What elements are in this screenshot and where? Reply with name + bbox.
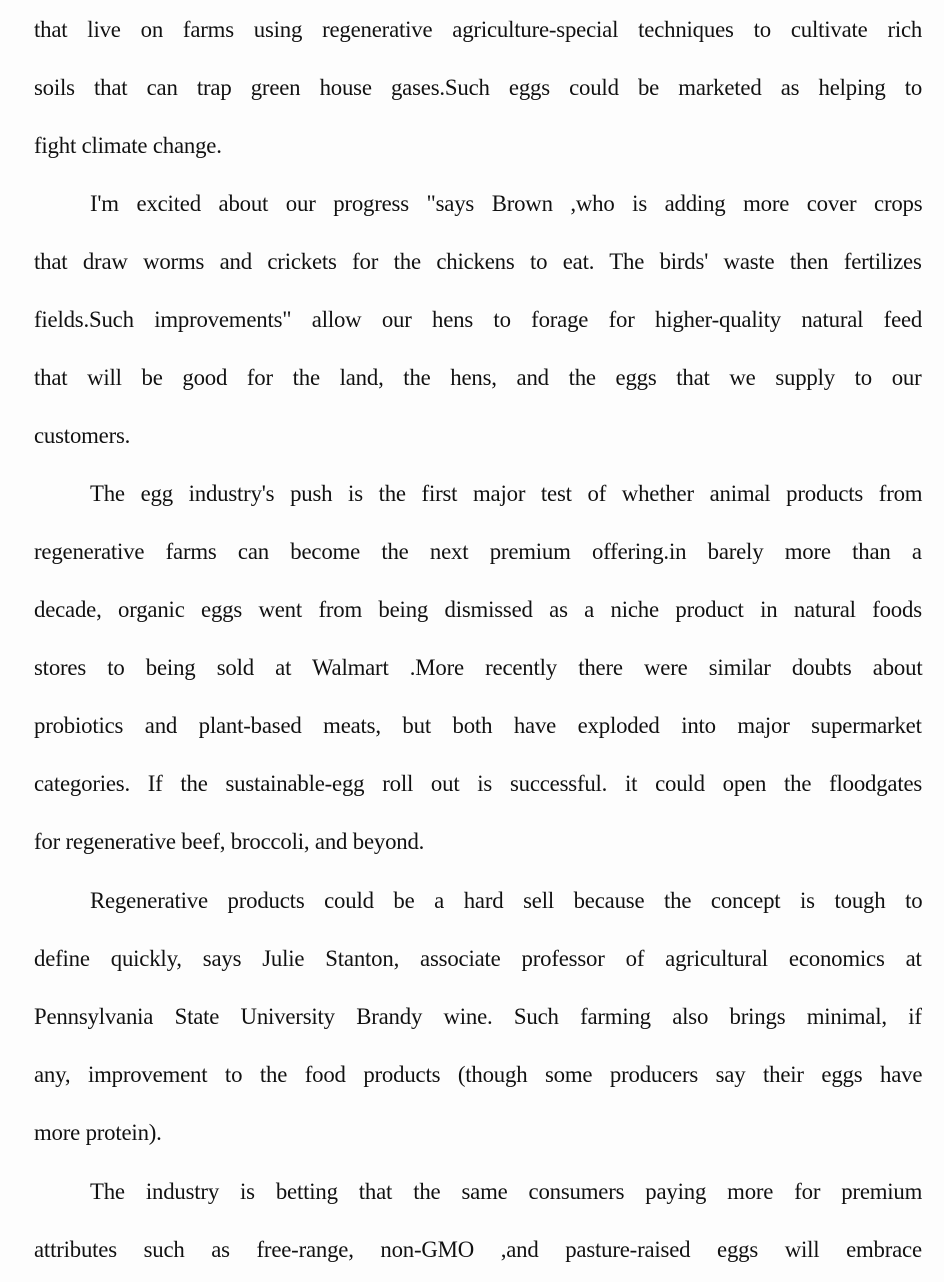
paragraph-start-line: The egg industry's push is the first major test of whether animal products from: [90, 481, 923, 507]
text-line: decade, organic eggs went from being dismissed as a niche product in natural foods: [34, 597, 922, 623]
text-line: any, improvement to the food products (though some producers say their eggs have: [34, 1062, 923, 1088]
text-line: soils that can trap green house gases.Such eggs could be marketed as helping to: [34, 75, 923, 101]
paragraph-start-line: Regenerative products could be a hard sell because the concept is tough to: [90, 888, 923, 914]
text-line: Pennsylvania State University Brandy wine. Such farming also brings minimal, if: [34, 1004, 922, 1030]
paragraph-start-line: I'm excited about our progress "says Brown ,who is adding more cover crops: [90, 191, 923, 217]
text-line: for regenerative beef, broccoli, and beyond.: [34, 829, 425, 855]
text-line: that live on farms using regenerative agriculture-special techniques to cultivate rich: [34, 17, 923, 43]
text-line: attributes such as free-range, non-GMO ,and pasture-raised eggs will embrace: [34, 1237, 922, 1263]
text-line: that will be good for the land, the hens, and the eggs that we supply to our: [34, 365, 922, 391]
paragraph-start-line: The industry is betting that the same consumers paying more for premium: [90, 1179, 923, 1205]
text-line: fight climate change.: [34, 133, 222, 159]
text-line: probiotics and plant-based meats, but both have exploded into major supermarket: [34, 713, 922, 739]
text-line: categories. If the sustainable-egg roll out is successful. it could open the floodgates: [34, 771, 923, 797]
text-line: customers.: [34, 423, 131, 449]
text-line: stores to being sold at Walmart .More recently there were similar doubts about: [34, 655, 923, 681]
text-line: regenerative farms can become the next premium offering.in barely more than a: [34, 539, 922, 565]
text-line: fields.Such improvements" allow our hens to forage for higher-quality natural feed: [34, 307, 923, 333]
text-line: more protein).: [34, 1120, 162, 1146]
text-line: that draw worms and crickets for the chickens to eat. The birds' waste then fertilizes: [34, 249, 922, 275]
text-line: define quickly, says Julie Stanton, associate professor of agricultural economics at: [34, 946, 922, 972]
